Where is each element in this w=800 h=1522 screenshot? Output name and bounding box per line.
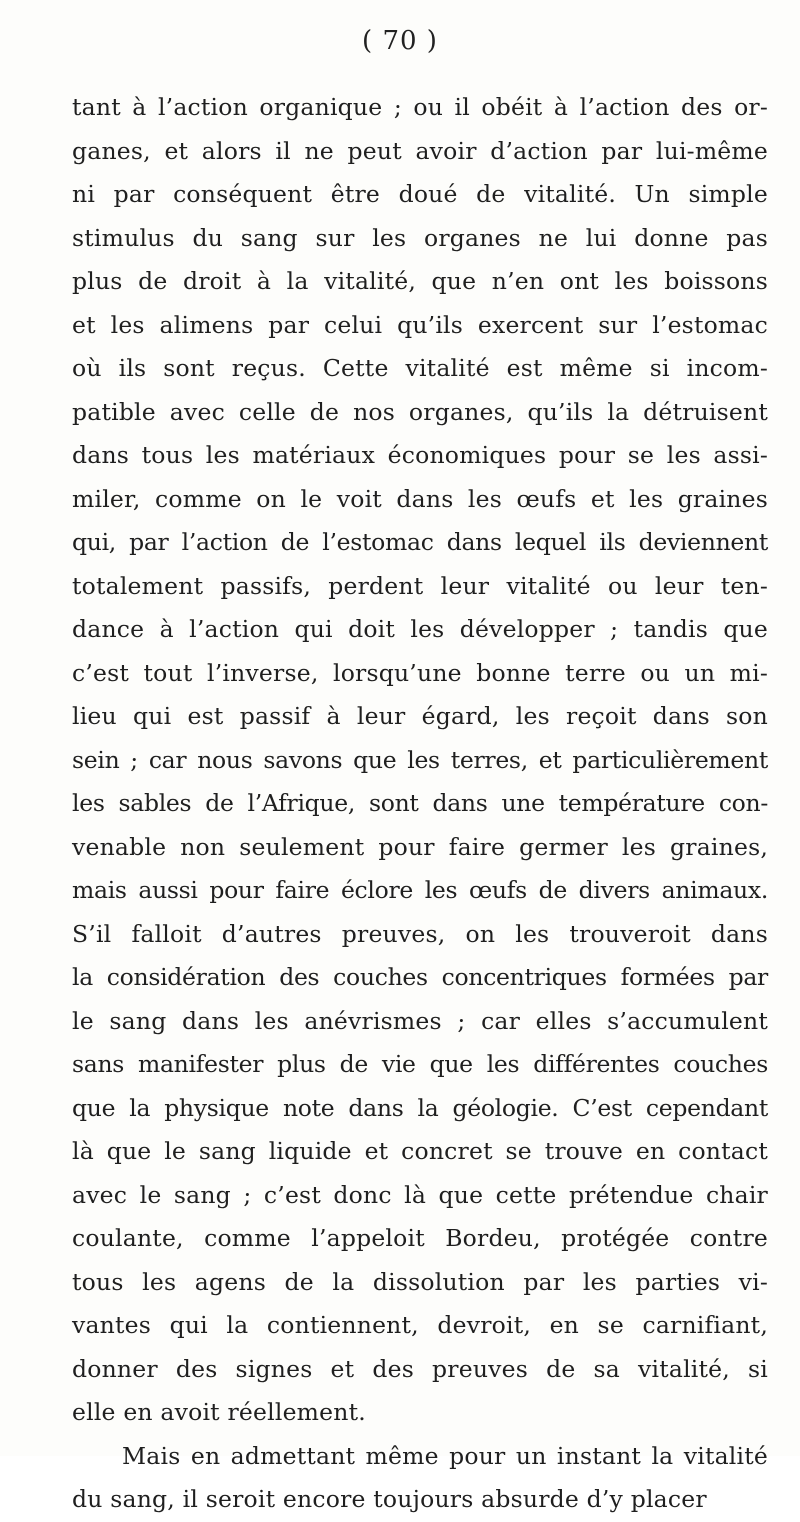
text-line: S’il falloit d’autres preuves, on les trouveroit dans — [72, 919, 768, 948]
text-line: là que le sang liquide et concret se trouve en contact — [72, 1137, 768, 1165]
text-line: patible avec celle de nos organes, qu’ils la détruisent — [72, 397, 768, 426]
text-line: c’est tout l’inverse, lorsqu’une bonne terre ou un mi- — [72, 658, 768, 687]
text-line: venable non seulement pour faire germer les graines, — [72, 832, 768, 861]
body-text — [72, 86, 768, 1522]
text-line: dans tous les matériaux économiques pour se les assi- — [72, 441, 768, 469]
text-line: tous les agens de la dissolution par les parties vi- — [72, 1267, 768, 1296]
text-line: stimulus du sang sur les organes ne lui donne pas — [72, 223, 768, 252]
text-line: vantes qui la contiennent, devroit, en se carnifiant, — [72, 1311, 768, 1339]
text-line: qui, par l’action de l’estomac dans lequel ils deviennent — [72, 528, 768, 556]
text-line: sein ; car nous savons que les terres, et particulièrement — [72, 745, 768, 774]
text-line: miler, comme on le voit dans les œufs et les graines — [72, 484, 768, 513]
text-line: et les alimens par celui qu’ils exercent sur l’estomac — [72, 310, 768, 339]
text-line: la considération des couches concentriques formées par — [72, 963, 768, 991]
text-line: sans manifester plus de vie que les différentes couches — [72, 1050, 768, 1078]
text-line: elle en avoit réellement. — [72, 1398, 366, 1426]
text-line: ganes, et alors il ne peut avoir d’action par lui-même — [72, 136, 768, 165]
text-line: Mais en admettant même pour un instant la vitalité — [122, 1441, 768, 1470]
text-line: que la physique note dans la géologie. C’est cependant — [72, 1093, 768, 1122]
text-line: totalement passifs, perdent leur vitalité ou leur ten- — [72, 571, 768, 600]
text-line: tant à l’action organique ; ou il obéit à l’action des or- — [72, 93, 768, 121]
text-line: coulante, comme l’appeloit Bordeu, protégée contre — [72, 1224, 768, 1252]
text-line: lieu qui est passif à leur égard, les reçoit dans son — [72, 702, 768, 730]
text-line: les sables de l’Afrique, sont dans une température con- — [72, 789, 768, 817]
text-line: plus de droit à la vitalité, que n’en ont les boissons — [72, 267, 768, 295]
text-line: le sang dans les anévrismes ; car elles s’accumulent — [72, 1006, 768, 1035]
text-line: mais aussi pour faire éclore les œufs de divers animaux. — [72, 876, 768, 904]
text-line: avec le sang ; c’est donc là que cette prétendue chair — [72, 1180, 768, 1209]
text-line: du sang, il seroit encore toujours absurde d’y placer — [72, 1485, 707, 1513]
text-line: donner des signes et des preuves de sa vitalité, si — [72, 1354, 768, 1383]
page-number: ( 70 ) — [362, 26, 438, 56]
text-line: où ils sont reçus. Cette vitalité est même si incom- — [72, 354, 768, 382]
text-line: ni par conséquent être doué de vitalité. Un simple — [72, 180, 768, 208]
text-line: dance à l’action qui doit les développer ; tandis que — [72, 615, 768, 643]
